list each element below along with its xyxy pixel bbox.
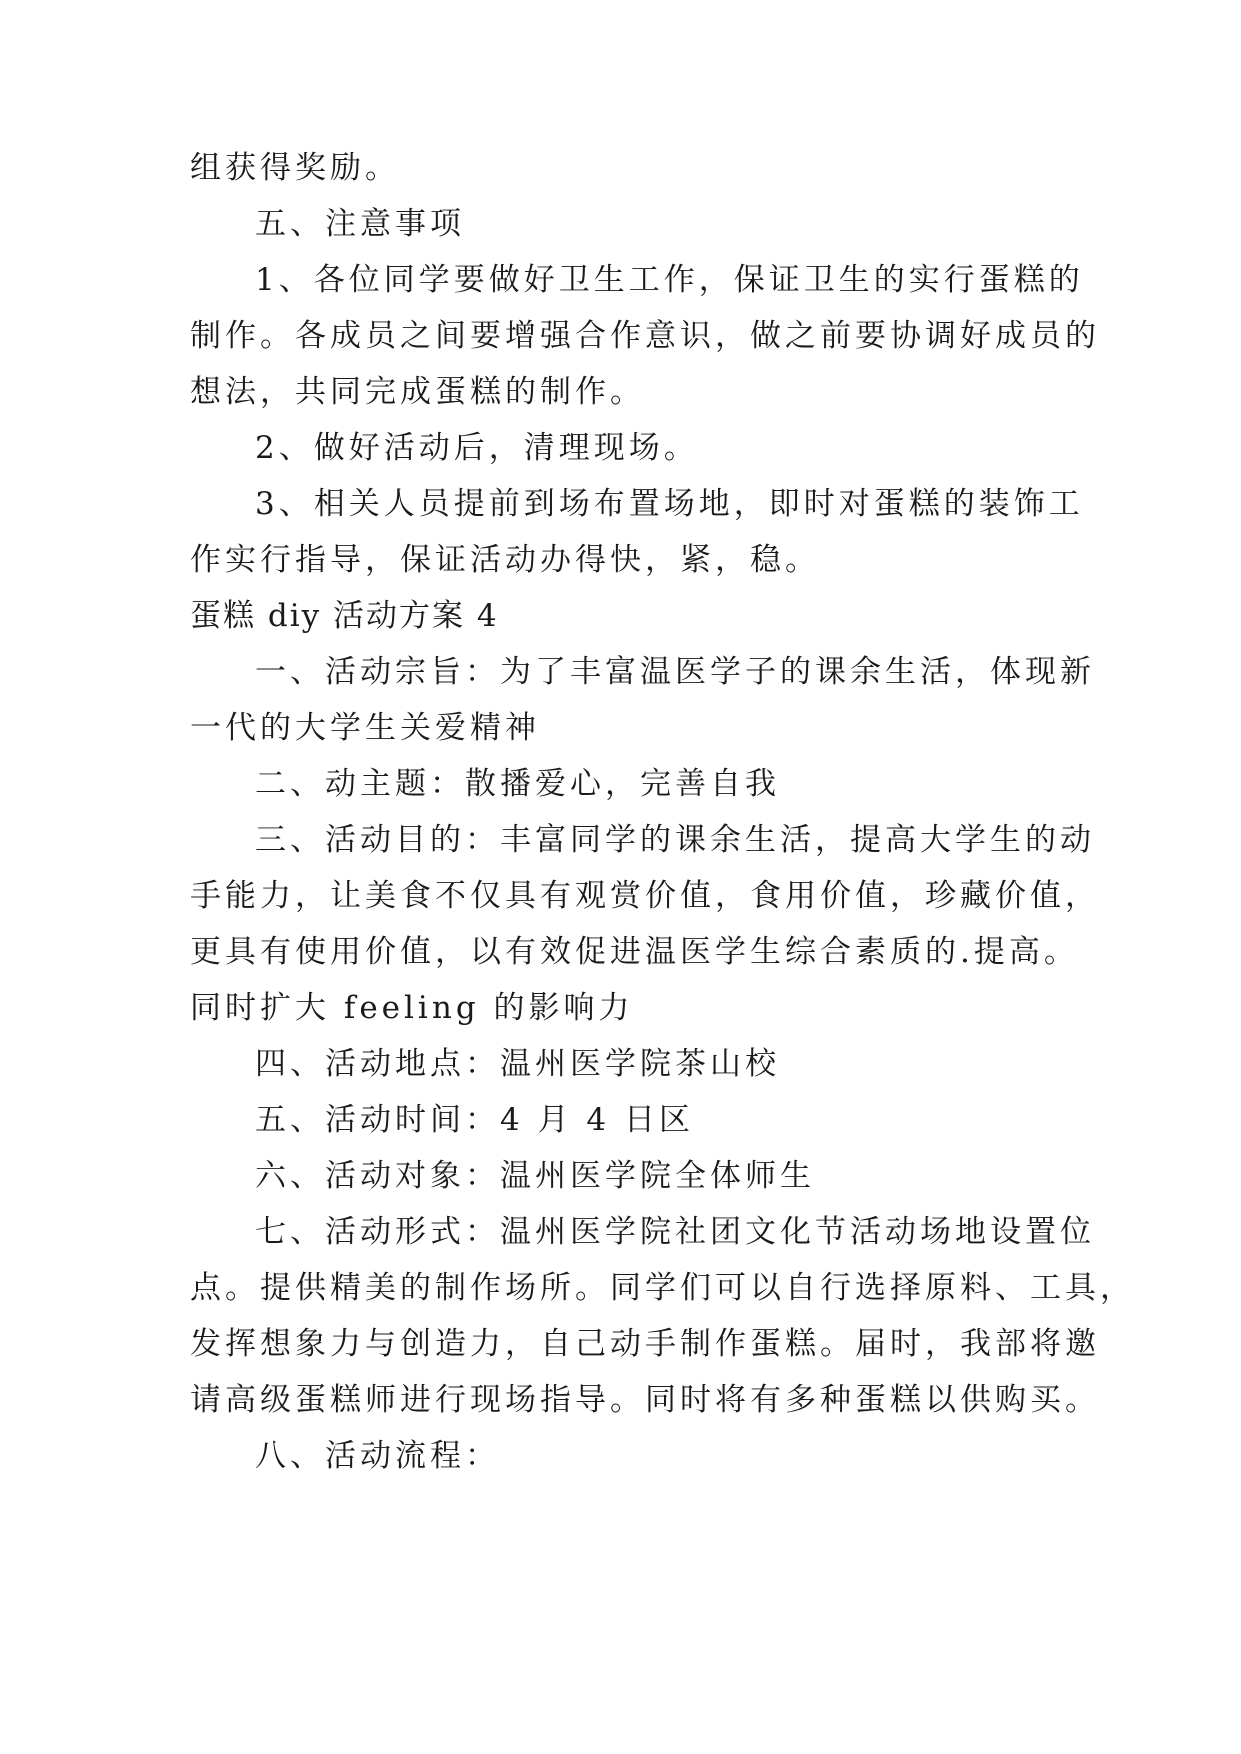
paragraph-line: 发挥想象力与创造力，自己动手制作蛋糕。届时，我部将邀 <box>190 1326 1100 1362</box>
paragraph-line: 二、动主题：散播爱心，完善自我 <box>255 766 780 802</box>
paragraph-line: 请高级蛋糕师进行现场指导。同时将有多种蛋糕以供购买。 <box>190 1382 1100 1418</box>
paragraph-line: 四、活动地点：温州医学院茶山校 <box>255 1046 780 1082</box>
section-heading: 八、活动流程： <box>255 1438 500 1474</box>
paragraph-line: 一、活动宗旨：为了丰富温医学子的课余生活，体现新 <box>255 654 1095 690</box>
document-heading: 蛋糕 diy 活动方案 4 <box>190 598 499 634</box>
paragraph-line: 同时扩大 feeling 的影响力 <box>190 990 634 1026</box>
paragraph-line: 六、活动对象：温州医学院全体师生 <box>255 1158 815 1194</box>
paragraph-line: 想法，共同完成蛋糕的制作。 <box>190 374 645 410</box>
section-heading: 五、注意事项 <box>255 206 465 242</box>
paragraph-line: 手能力，让美食不仅具有观赏价值，食用价值，珍藏价值， <box>190 878 1100 914</box>
paragraph-line: 三、活动目的：丰富同学的课余生活，提高大学生的动 <box>255 822 1095 858</box>
paragraph-line: 五、活动时间：4 月 4 日区 <box>255 1102 695 1138</box>
paragraph-line: 更具有使用价值，以有效促进温医学生综合素质的.提高。 <box>190 934 1079 970</box>
paragraph-line: 七、活动形式：温州医学院社团文化节活动场地设置位 <box>255 1214 1095 1250</box>
paragraph-line: 2、做好活动后，清理现场。 <box>255 430 699 466</box>
paragraph-line: 作实行指导，保证活动办得快，紧，稳。 <box>190 542 820 578</box>
paragraph-line: 制作。各成员之间要增强合作意识，做之前要协调好成员的 <box>190 318 1100 354</box>
paragraph-line: 一代的大学生关爱精神 <box>190 710 540 746</box>
paragraph-line: 3、相关人员提前到场布置场地，即时对蛋糕的装饰工 <box>255 486 1084 522</box>
paragraph-line: 点。提供精美的制作场所。同学们可以自行选择原料、工具， <box>190 1270 1135 1306</box>
paragraph-line: 组获得奖励。 <box>190 150 400 186</box>
paragraph-line: 1、各位同学要做好卫生工作，保证卫生的实行蛋糕的 <box>255 262 1084 298</box>
